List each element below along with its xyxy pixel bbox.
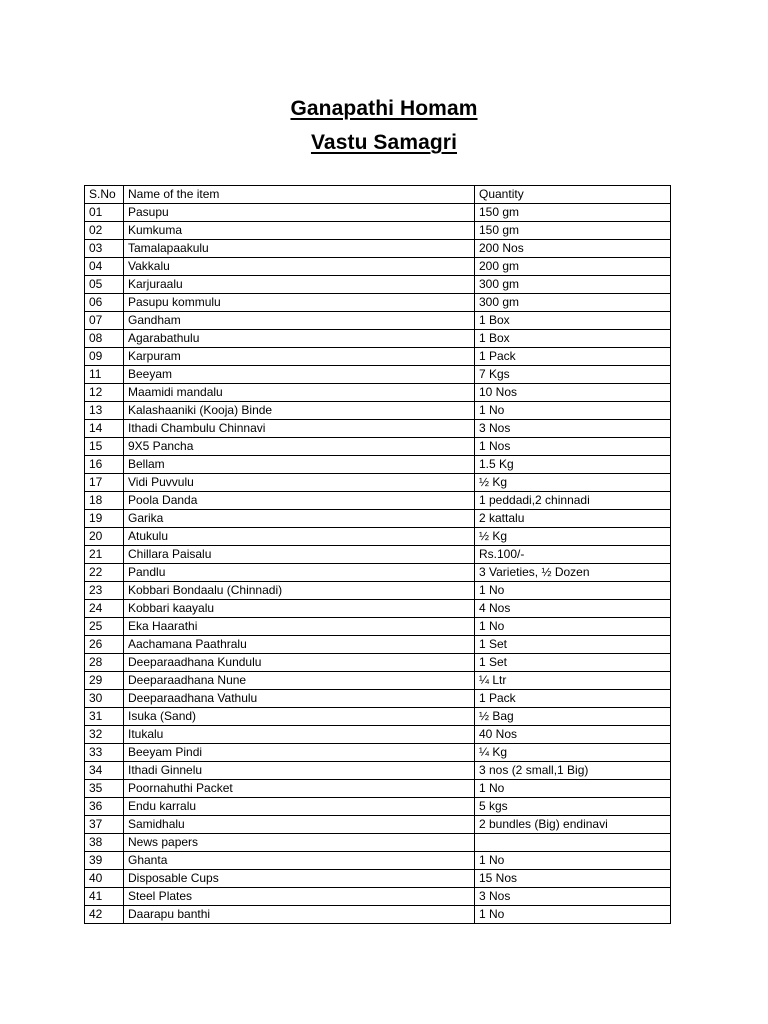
cell-quantity: 3 Nos bbox=[475, 888, 671, 906]
cell-sno: 07 bbox=[85, 312, 124, 330]
cell-sno: 28 bbox=[85, 654, 124, 672]
cell-item-name: Chillara Paisalu bbox=[124, 546, 475, 564]
cell-item-name: Kobbari Bondaalu (Chinnadi) bbox=[124, 582, 475, 600]
header-item-name: Name of the item bbox=[124, 186, 475, 204]
table-row bbox=[85, 438, 671, 456]
cell-item-name: Agarabathulu bbox=[124, 330, 475, 348]
cell-quantity: 1 No bbox=[475, 402, 671, 420]
cell-sno: 25 bbox=[85, 618, 124, 636]
header-sno: S.No bbox=[85, 186, 124, 204]
table-header-row bbox=[85, 186, 671, 204]
table-row bbox=[85, 690, 671, 708]
cell-sno: 20 bbox=[85, 528, 124, 546]
cell-quantity: 1 Box bbox=[475, 330, 671, 348]
cell-item-name: Steel Plates bbox=[124, 888, 475, 906]
cell-quantity: 2 kattalu bbox=[475, 510, 671, 528]
cell-item-name: Gandham bbox=[124, 312, 475, 330]
cell-sno: 26 bbox=[85, 636, 124, 654]
cell-item-name: Karjuraalu bbox=[124, 276, 475, 294]
cell-item-name: Samidhalu bbox=[124, 816, 475, 834]
cell-quantity: 40 Nos bbox=[475, 726, 671, 744]
cell-quantity: 1 Pack bbox=[475, 348, 671, 366]
cell-item-name: Kumkuma bbox=[124, 222, 475, 240]
table-row bbox=[85, 384, 671, 402]
cell-quantity: 1 Set bbox=[475, 636, 671, 654]
cell-quantity: 15 Nos bbox=[475, 870, 671, 888]
table-row bbox=[85, 402, 671, 420]
cell-quantity: 300 gm bbox=[475, 276, 671, 294]
table-row bbox=[85, 780, 671, 798]
cell-sno: 05 bbox=[85, 276, 124, 294]
cell-item-name: 9X5 Pancha bbox=[124, 438, 475, 456]
cell-sno: 34 bbox=[85, 762, 124, 780]
cell-quantity: 3 Nos bbox=[475, 420, 671, 438]
cell-item-name: Kalashaaniki (Kooja) Binde bbox=[124, 402, 475, 420]
table-row bbox=[85, 870, 671, 888]
cell-item-name: Deeparaadhana Kundulu bbox=[124, 654, 475, 672]
table-row bbox=[85, 492, 671, 510]
cell-sno: 09 bbox=[85, 348, 124, 366]
cell-quantity: 1.5 Kg bbox=[475, 456, 671, 474]
cell-quantity: 2 bundles (Big) endinavi bbox=[475, 816, 671, 834]
cell-item-name: Poornahuthi Packet bbox=[124, 780, 475, 798]
cell-quantity: 150 gm bbox=[475, 222, 671, 240]
cell-sno: 06 bbox=[85, 294, 124, 312]
cell-item-name: Vidi Puvvulu bbox=[124, 474, 475, 492]
cell-quantity: ½ Kg bbox=[475, 528, 671, 546]
cell-quantity: 200 Nos bbox=[475, 240, 671, 258]
cell-item-name: Pasupu bbox=[124, 204, 475, 222]
table-row bbox=[85, 762, 671, 780]
cell-item-name: Ithadi Ginnelu bbox=[124, 762, 475, 780]
cell-quantity: 1 Nos bbox=[475, 438, 671, 456]
cell-sno: 35 bbox=[85, 780, 124, 798]
table-row bbox=[85, 744, 671, 762]
table-row bbox=[85, 816, 671, 834]
cell-sno: 41 bbox=[85, 888, 124, 906]
table-row bbox=[85, 474, 671, 492]
cell-sno: 03 bbox=[85, 240, 124, 258]
cell-item-name: Poola Danda bbox=[124, 492, 475, 510]
cell-sno: 36 bbox=[85, 798, 124, 816]
table-row bbox=[85, 312, 671, 330]
cell-quantity: 4 Nos bbox=[475, 600, 671, 618]
cell-quantity: 300 gm bbox=[475, 294, 671, 312]
cell-sno: 32 bbox=[85, 726, 124, 744]
cell-sno: 12 bbox=[85, 384, 124, 402]
table-row bbox=[85, 726, 671, 744]
table-row bbox=[85, 420, 671, 438]
cell-sno: 02 bbox=[85, 222, 124, 240]
cell-item-name: Deeparaadhana Nune bbox=[124, 672, 475, 690]
cell-item-name: Garika bbox=[124, 510, 475, 528]
table-row bbox=[85, 456, 671, 474]
cell-item-name: Atukulu bbox=[124, 528, 475, 546]
cell-quantity: 3 nos (2 small,1 Big) bbox=[475, 762, 671, 780]
table-row bbox=[85, 546, 671, 564]
cell-quantity: 3 Varieties, ½ Dozen bbox=[475, 564, 671, 582]
table-row bbox=[85, 582, 671, 600]
cell-item-name: Ghanta bbox=[124, 852, 475, 870]
table-row bbox=[85, 834, 671, 852]
cell-item-name: Ithadi Chambulu Chinnavi bbox=[124, 420, 475, 438]
table-row bbox=[85, 888, 671, 906]
cell-quantity: 200 gm bbox=[475, 258, 671, 276]
cell-quantity: 1 Box bbox=[475, 312, 671, 330]
cell-sno: 24 bbox=[85, 600, 124, 618]
table-row bbox=[85, 348, 671, 366]
cell-quantity: 150 gm bbox=[475, 204, 671, 222]
cell-item-name: Itukalu bbox=[124, 726, 475, 744]
table-row bbox=[85, 636, 671, 654]
table-row bbox=[85, 510, 671, 528]
table-row bbox=[85, 222, 671, 240]
cell-quantity: ½ Kg bbox=[475, 474, 671, 492]
cell-sno: 38 bbox=[85, 834, 124, 852]
cell-item-name: Pandlu bbox=[124, 564, 475, 582]
table-row bbox=[85, 798, 671, 816]
table-row bbox=[85, 618, 671, 636]
table-row bbox=[85, 528, 671, 546]
table-row bbox=[85, 330, 671, 348]
cell-quantity: 10 Nos bbox=[475, 384, 671, 402]
cell-sno: 39 bbox=[85, 852, 124, 870]
cell-sno: 40 bbox=[85, 870, 124, 888]
cell-item-name: Karpuram bbox=[124, 348, 475, 366]
cell-sno: 18 bbox=[85, 492, 124, 510]
cell-sno: 01 bbox=[85, 204, 124, 222]
cell-quantity: 1 peddadi,2 chinnadi bbox=[475, 492, 671, 510]
items-table bbox=[84, 185, 671, 924]
document-title-block bbox=[0, 92, 768, 160]
cell-item-name: Beeyam Pindi bbox=[124, 744, 475, 762]
cell-item-name: News papers bbox=[124, 834, 475, 852]
table-row bbox=[85, 852, 671, 870]
cell-item-name: Pasupu kommulu bbox=[124, 294, 475, 312]
cell-sno: 11 bbox=[85, 366, 124, 384]
cell-quantity: 1 No bbox=[475, 852, 671, 870]
table-row bbox=[85, 564, 671, 582]
cell-quantity: 1 No bbox=[475, 582, 671, 600]
cell-sno: 15 bbox=[85, 438, 124, 456]
cell-sno: 17 bbox=[85, 474, 124, 492]
page-subtitle: Vastu Samagri bbox=[310, 131, 458, 154]
cell-sno: 23 bbox=[85, 582, 124, 600]
cell-quantity: 1 No bbox=[475, 780, 671, 798]
cell-item-name: Deeparaadhana Vathulu bbox=[124, 690, 475, 708]
cell-item-name: Beeyam bbox=[124, 366, 475, 384]
cell-item-name: Endu karralu bbox=[124, 798, 475, 816]
cell-item-name: Disposable Cups bbox=[124, 870, 475, 888]
cell-sno: 37 bbox=[85, 816, 124, 834]
header-quantity: Quantity bbox=[475, 186, 671, 204]
cell-sno: 33 bbox=[85, 744, 124, 762]
cell-sno: 13 bbox=[85, 402, 124, 420]
table-row bbox=[85, 906, 671, 924]
cell-item-name: Daarapu banthi bbox=[124, 906, 475, 924]
cell-sno: 16 bbox=[85, 456, 124, 474]
cell-item-name: Aachamana Paathralu bbox=[124, 636, 475, 654]
table-row bbox=[85, 366, 671, 384]
cell-quantity: 1 No bbox=[475, 618, 671, 636]
table-row bbox=[85, 708, 671, 726]
table-row bbox=[85, 600, 671, 618]
cell-sno: 22 bbox=[85, 564, 124, 582]
cell-item-name: Vakkalu bbox=[124, 258, 475, 276]
cell-quantity: ½ Bag bbox=[475, 708, 671, 726]
cell-quantity: 1 No bbox=[475, 906, 671, 924]
cell-sno: 04 bbox=[85, 258, 124, 276]
cell-quantity: ¼ Kg bbox=[475, 744, 671, 762]
cell-item-name: Tamalapaakulu bbox=[124, 240, 475, 258]
cell-quantity bbox=[475, 834, 671, 852]
table-row bbox=[85, 654, 671, 672]
table-row bbox=[85, 204, 671, 222]
cell-quantity: 7 Kgs bbox=[475, 366, 671, 384]
cell-item-name: Isuka (Sand) bbox=[124, 708, 475, 726]
table-row bbox=[85, 258, 671, 276]
cell-sno: 30 bbox=[85, 690, 124, 708]
page-title: Ganapathi Homam bbox=[290, 97, 478, 120]
cell-sno: 08 bbox=[85, 330, 124, 348]
cell-item-name: Kobbari kaayalu bbox=[124, 600, 475, 618]
cell-sno: 21 bbox=[85, 546, 124, 564]
table-row bbox=[85, 672, 671, 690]
table-body bbox=[85, 204, 671, 924]
cell-quantity: 1 Set bbox=[475, 654, 671, 672]
cell-sno: 42 bbox=[85, 906, 124, 924]
cell-item-name: Eka Haarathi bbox=[124, 618, 475, 636]
cell-sno: 19 bbox=[85, 510, 124, 528]
cell-item-name: Bellam bbox=[124, 456, 475, 474]
cell-quantity: 1 Pack bbox=[475, 690, 671, 708]
table-row bbox=[85, 276, 671, 294]
cell-quantity: ¼ Ltr bbox=[475, 672, 671, 690]
table-row bbox=[85, 294, 671, 312]
cell-quantity: 5 kgs bbox=[475, 798, 671, 816]
cell-item-name: Maamidi mandalu bbox=[124, 384, 475, 402]
cell-sno: 14 bbox=[85, 420, 124, 438]
cell-sno: 29 bbox=[85, 672, 124, 690]
cell-sno: 31 bbox=[85, 708, 124, 726]
cell-quantity: Rs.100/- bbox=[475, 546, 671, 564]
table-row bbox=[85, 240, 671, 258]
